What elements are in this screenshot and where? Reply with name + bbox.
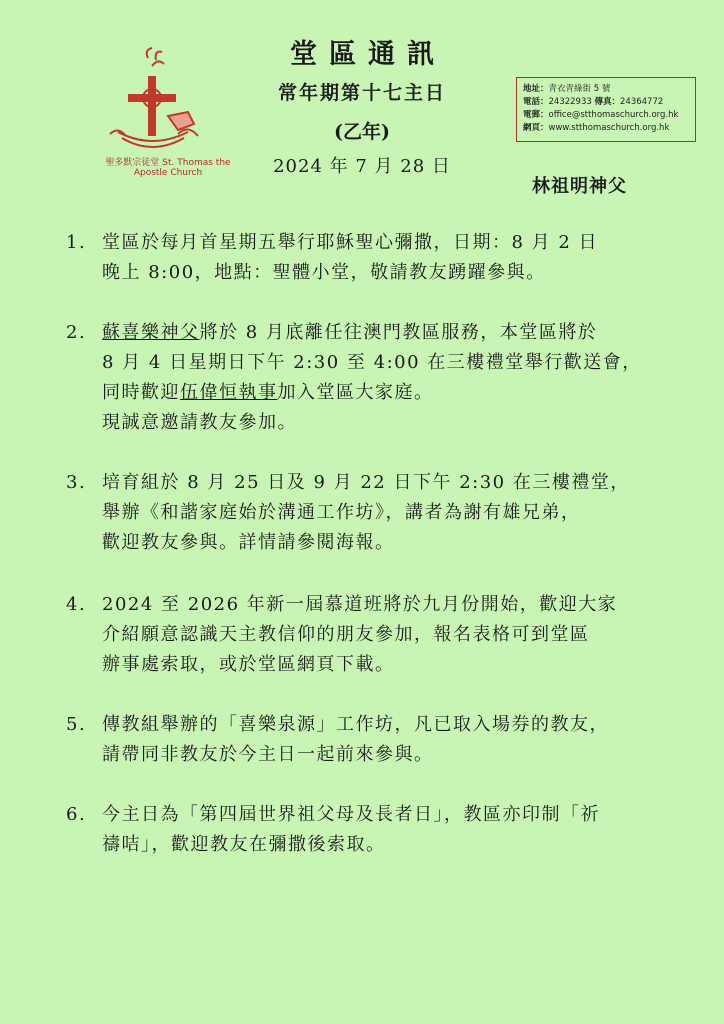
new-deacon: 伍偉恒執事	[180, 382, 278, 403]
email-link[interactable]: office@stthomaschurch.org.hk	[548, 110, 679, 120]
website-link[interactable]: www.stthomaschurch.org.hk	[548, 123, 670, 133]
logo-caption: 聖多默宗徒堂 St. Thomas the Apostle Church	[105, 158, 231, 178]
priest-name: 林祖明神父	[532, 176, 627, 197]
list-item: 2. 蘇喜樂神父將於 8 月底離任往澳門教區服務，本堂區將於 8 月 4 日星期日下午 2:30 至 4:00 在三樓禮堂舉行歡送會， 同時歡迎伍偉恒執事加入堂區大家庭。 現誠意邀請教友參加。	[66, 322, 642, 433]
list-item: 1. 堂區於每月首星期五舉行耶穌聖心彌撒，日期：8 月 2 日 晚上 8:00，地點：聖體小堂，敬請教友踴躍參與。	[66, 232, 599, 283]
departing-priest: 蘇喜樂神父	[102, 322, 200, 343]
liturgical-sunday: 常年期第十七主日	[277, 82, 446, 104]
church-logo	[108, 46, 228, 166]
list-item: 6. 今主日為「第四屆世界祖父母及長者日」，教區亦印制「祈 禱咭」，歡迎教友在彌撒後索取。	[66, 804, 600, 855]
list-item: 4. 2024 至 2026 年新一屆慕道班將於九月份開始，歡迎大家 介紹願意認識天主教信仰的朋友參加，報名表格可到堂區 辦事處索取，或於堂區網頁下載。	[66, 594, 618, 675]
announcement-list	[66, 228, 676, 860]
contact-box: 地址：青衣青綠街 5 號 電話：24322933 傳真：24364772 電郵：office@stthomaschurch.org.hk 網頁：www.stthomaschurch.org.hk	[516, 77, 696, 142]
list-item: 5. 傳教組舉辦的「喜樂泉源」工作坊，凡已取入場券的教友， 請帶同非教友於今主日一起前來參與。	[66, 714, 609, 765]
bulletin-date: 2024 年 7 月 28 日	[273, 156, 451, 177]
list-item: 3. 培育組於 8 月 25 日及 9 月 22 日下午 2:30 在三樓禮堂， 舉辦《和諧家庭始於溝通工作坊》，講者為謝有雄兄弟， 歡迎教友參與。詳情請參閱海報。	[66, 472, 630, 553]
page-title: 堂區通訊	[290, 39, 446, 70]
phone: 24322933	[548, 97, 592, 107]
year-cycle: (乙年)	[334, 121, 390, 143]
fax: 24364772	[620, 97, 664, 107]
address: 青衣青綠街 5 號	[548, 84, 611, 94]
